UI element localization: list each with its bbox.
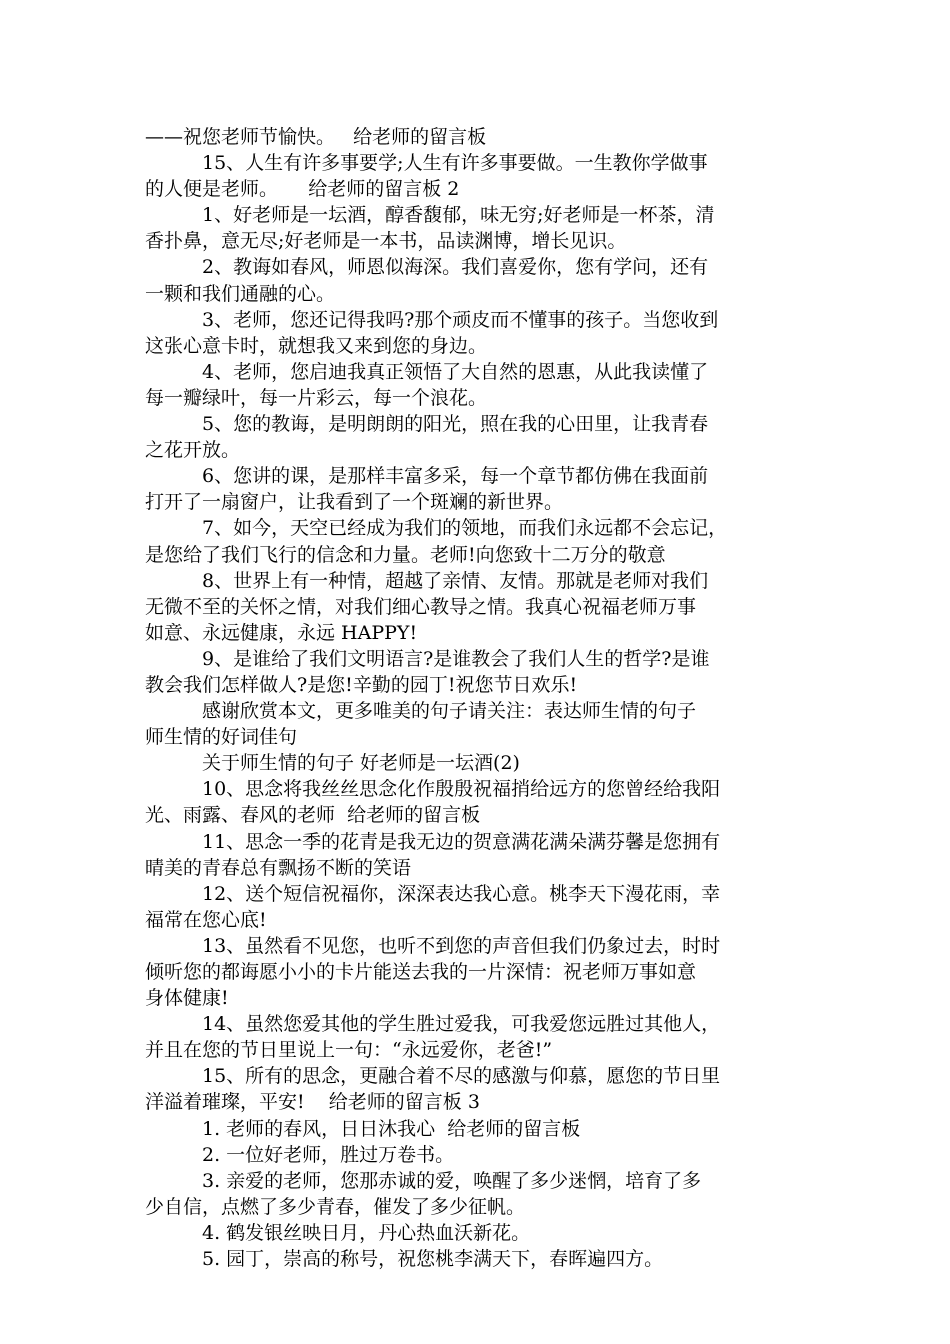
text-line: 如意、永远健康，永远 HAPPY!	[145, 621, 418, 644]
text-line: 2. 一位好老师，胜过万卷书。	[202, 1143, 455, 1166]
text-line: 身体健康!	[145, 987, 229, 1010]
text-line: 洋溢着璀璨，平安! 给老师的留言板 3	[145, 1091, 480, 1114]
text-line: 少自信，点燃了多少青春，催发了多少征帆。	[145, 1195, 526, 1218]
text-line: 教会我们怎样做人?是您!辛勤的园丁!祝您节日欢乐!	[145, 673, 578, 696]
text-line: 的人便是老师。 给老师的留言板 2	[145, 178, 460, 201]
text-line: 感谢欣赏本文，更多唯美的句子请关注：表达师生情的句子	[202, 700, 697, 723]
text-line: 之花开放。	[145, 439, 241, 462]
text-line: 1. 老师的春风，日日沐我心 给老师的留言板	[202, 1117, 581, 1140]
text-line: 4、老师，您启迪我真正领悟了大自然的恩惠，从此我读懂了	[202, 360, 709, 383]
text-line: ——祝您老师节愉快。 给老师的留言板	[145, 126, 487, 148]
document-page	[145, 124, 817, 1272]
text-line: 关于师生情的句子 好老师是一坛酒(2)	[202, 752, 520, 775]
text-line: 6、您讲的课，是那样丰富多采，每一个章节都仿佛在我面前	[202, 465, 709, 488]
text-line: 15、所有的思念，更融合着不尽的感激与仰慕，愿您的节日里	[202, 1065, 721, 1088]
text-line: 香扑鼻，意无尽;好老师是一本书，品读渊博，增长见识。	[145, 230, 627, 253]
text-line: 光、雨露、春风的老师 给老师的留言板	[145, 804, 481, 827]
text-line: 每一瓣绿叶，每一片彩云，每一个浪花。	[145, 386, 488, 409]
text-line: 13、虽然看不见您，也听不到您的声音但我们仍象过去，时时	[202, 934, 721, 957]
text-line: 2、教诲如春风，师恩似海深。我们喜爱你，您有学问，还有	[202, 256, 709, 279]
text-line: 12、送个短信祝福你，深深表达我心意。桃李天下漫花雨，幸	[202, 882, 721, 905]
text-line: 是您给了我们飞行的信念和力量。老师!向您致十二万分的敬意	[145, 543, 666, 566]
text-line: 14、虽然您爱其他的学生胜过爱我，可我爱您远胜过其他人，	[202, 1013, 721, 1036]
text-line: 无微不至的关怀之情，对我们细心教导之情。我真心祝福老师万事	[145, 595, 697, 618]
text-line: 打开了一扇窗户，让我看到了一个斑斓的新世界。	[145, 491, 564, 514]
text-line: 这张心意卡时，就想我又来到您的身边。	[145, 334, 488, 357]
text-line: 11、思念一季的花青是我无边的贺意满花满朵满芬馨是您拥有	[202, 830, 721, 853]
text-line: 并且在您的节日里说上一句：“永远爱你，老爸!”	[145, 1039, 553, 1062]
text-line: 9、是谁给了我们文明语言?是谁教会了我们人生的哲学?是谁	[202, 647, 710, 670]
text-line: 15、人生有许多事要学;人生有许多事要做。一生教你学做事	[202, 152, 708, 175]
text-line: 倾听您的都诲愿小小的卡片能送去我的一片深情：祝老师万事如意	[145, 961, 697, 983]
text-line: 8、世界上有一种情，超越了亲情、友情。那就是老师对我们	[202, 569, 709, 592]
text-line: 师生情的好词佳句	[145, 726, 298, 749]
text-line: 4. 鹤发银丝映日月，丹心热血沃新花。	[202, 1221, 531, 1244]
text-line: 10、思念将我丝丝思念化作殷殷祝福捎给远方的您曾经给我阳	[202, 778, 721, 801]
text-line: 福常在您心底!	[145, 908, 267, 931]
text-line: 5、您的教诲，是明朗朗的阳光，照在我的心田里，让我青春	[202, 413, 709, 436]
text-line: 3、老师，您还记得我吗?那个顽皮而不懂事的孩子。当您收到	[202, 308, 719, 331]
text-line: 晴美的青春总有飘扬不断的笑语	[145, 856, 412, 879]
text-line: 5. 园丁，崇高的称号，祝您桃李满天下，春晖遍四方。	[202, 1248, 664, 1271]
text-line: 1、好老师是一坛酒，醇香馥郁，味无穷;好老师是一杯茶，清	[202, 204, 715, 227]
text-line: 3. 亲爱的老师，您那赤诚的爱，唤醒了多少迷惘，培育了多	[202, 1169, 702, 1192]
text-line: 一颗和我们通融的心。	[145, 282, 336, 305]
text-line: 7、如今，天空已经成为我们的领地，而我们永远都不会忘记，	[202, 517, 728, 540]
